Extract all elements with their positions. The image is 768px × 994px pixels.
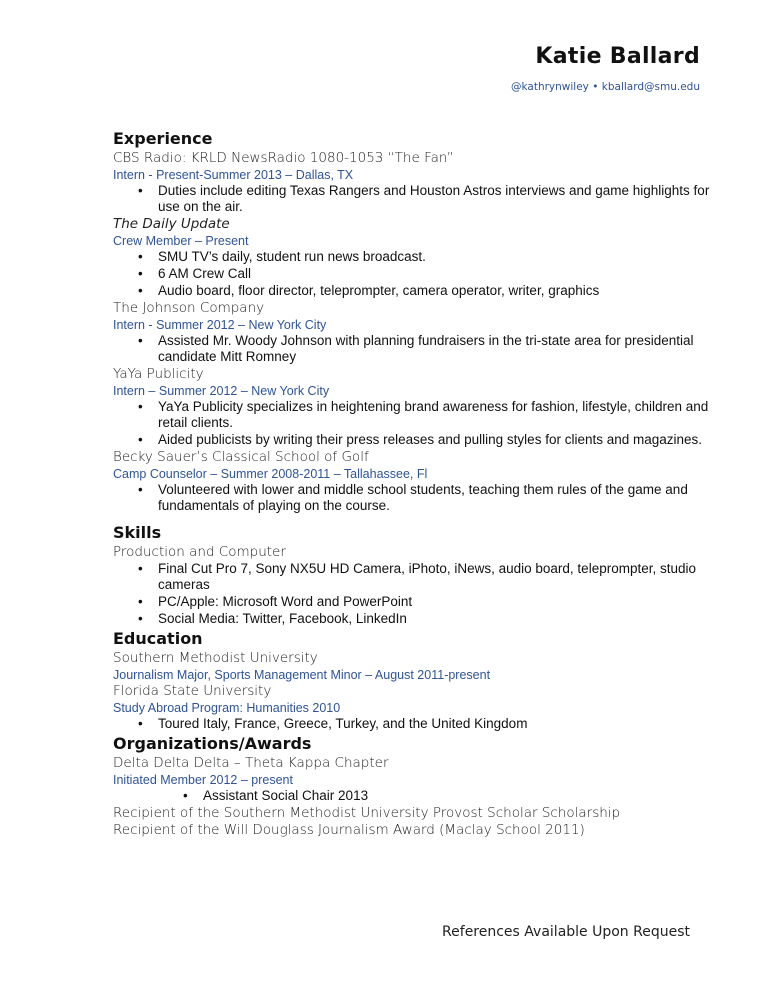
list-item: • Assisted Mr. Woody Johnson with planning fundraisers in the tri-state area for presidential candidate Mitt Romney	[158, 333, 713, 365]
experience-org: CBS Radio: KRLD NewsRadio 1080-1053 “The Fan”	[113, 150, 454, 166]
experience-role: Intern - Summer 2012 – New York City	[113, 318, 327, 332]
organization-name: Delta Delta Delta – Theta Kappa Chapter	[113, 755, 389, 771]
education-program: Study Abroad Program: Humanities 2010	[113, 701, 341, 715]
list-item: • Social Media: Twitter, Facebook, LinkedIn	[158, 611, 713, 627]
list-item: • Toured Italy, France, Greece, Turkey, and the United Kingdom	[158, 716, 713, 732]
list-item: • Aided publicists by writing their press releases and pulling styles for clients and magazines.	[158, 432, 713, 448]
award-line: Recipient of the Southern Methodist University Provost Scholar Scholarship	[113, 805, 621, 821]
experience-role: Crew Member – Present	[113, 234, 249, 248]
resume-body	[113, 128, 713, 839]
experience-bullets	[113, 183, 713, 215]
skills-subtitle: Production and Computer	[113, 544, 286, 560]
experience-bullets	[113, 333, 713, 365]
list-item: • Final Cut Pro 7, Sony NX5U HD Camera, iPhoto, iNews, audio board, teleprompter, studio cameras	[158, 561, 713, 593]
organization-bullets	[113, 788, 713, 804]
experience-bullets	[113, 399, 713, 448]
experience-org: Becky Sauer’s Classical School of Golf	[113, 449, 369, 465]
experience-role: Intern – Summer 2012 – New York City	[113, 384, 330, 398]
section-title-skills: Skills	[113, 523, 162, 542]
list-item: • 6 AM Crew Call	[158, 266, 713, 282]
skills-bullets	[113, 561, 713, 627]
award-line: Recipient of the Will Douglass Journalism Award (Maclay School 2011)	[113, 822, 585, 838]
list-item: • YaYa Publicity specializes in heightening brand awareness for fashion, lifestyle, children and retail clients.	[158, 399, 713, 431]
section-title-education: Education	[113, 629, 203, 648]
list-item: • Audio board, floor director, teleprompter, camera operator, writer, graphics	[158, 283, 713, 299]
section-title-experience: Experience	[113, 129, 213, 148]
section-title-organizations: Organizations/Awards	[113, 734, 312, 753]
candidate-name: Katie Ballard	[535, 44, 700, 69]
education-bullets	[113, 716, 713, 732]
list-item: • Assistant Social Chair 2013	[203, 788, 713, 804]
organization-role: Initiated Member 2012 – present	[113, 773, 293, 787]
experience-role: Intern - Present-Summer 2013 – Dallas, TX	[113, 168, 354, 182]
experience-org: The Johnson Company	[113, 300, 265, 316]
references-note: References Available Upon Request	[442, 924, 690, 940]
experience-bullets	[113, 249, 713, 299]
experience-org: The Daily Update	[113, 216, 230, 232]
experience-org: YaYa Publicity	[113, 366, 204, 382]
education-school: Southern Methodist University	[113, 650, 318, 666]
experience-bullets	[113, 482, 713, 514]
education-school: Florida State University	[113, 683, 272, 699]
education-program: Journalism Major, Sports Management Minor – August 2011-present	[113, 668, 491, 682]
contact-line: @kathrynwiley • kballard@smu.edu	[511, 81, 700, 93]
list-item: • Volunteered with lower and middle school students, teaching them rules of the game and fundamentals of playing on the course.	[158, 482, 713, 514]
experience-role: Camp Counselor – Summer 2008-2011 – Tallahassee, Fl	[113, 467, 428, 481]
list-item: • PC/Apple: Microsoft Word and PowerPoint	[158, 594, 713, 610]
list-item: • SMU TV’s daily, student run news broadcast.	[158, 249, 713, 265]
list-item: • Duties include editing Texas Rangers and Houston Astros interviews and game highlights for use on the air.	[158, 183, 713, 215]
